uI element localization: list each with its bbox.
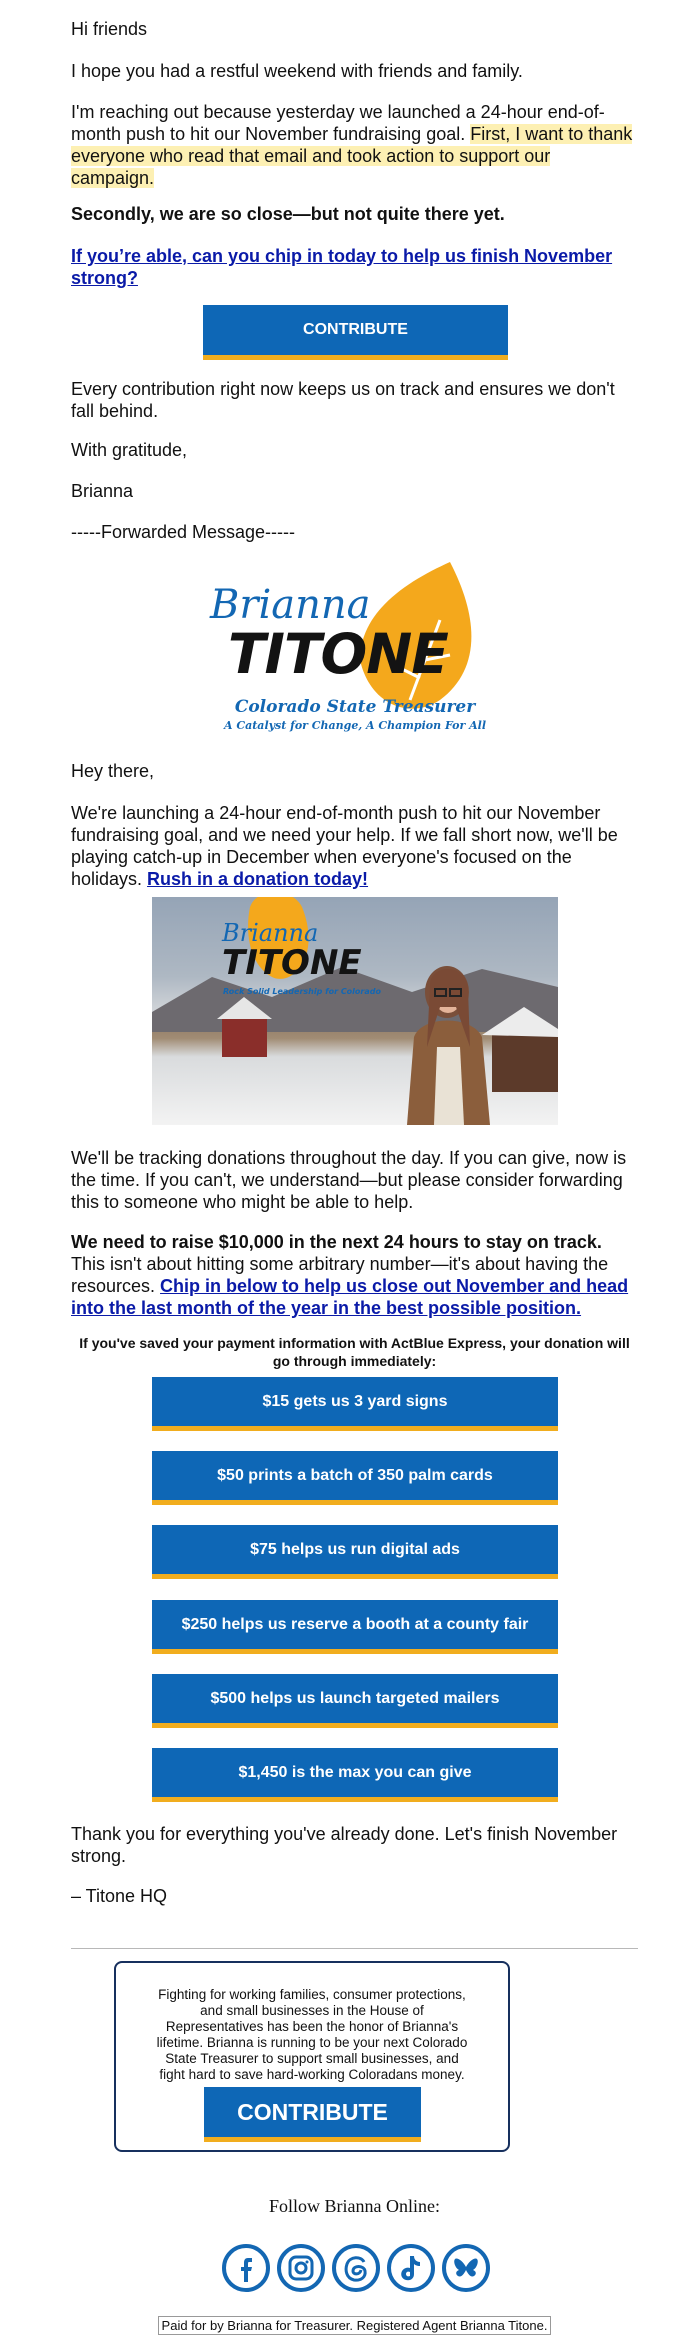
paragraph-launch	[71, 101, 638, 189]
threads-icon[interactable]	[332, 2244, 380, 2292]
social-links	[222, 2244, 488, 2298]
contribute-button[interactable]: CONTRIBUTE	[203, 305, 508, 360]
campaign-photo	[152, 897, 558, 1125]
logo-script-name: Brianna	[210, 582, 371, 628]
campaign-logo	[210, 560, 500, 740]
footer-bio: Fighting for working families, consumer protections, and small businesses in the House of Representatives has been the honor of Brianna's lifetime. Brianna is running to be your next Colorado State Treasurer to support small businesses, and fight hard to save hard-working Coloradans money.	[156, 1987, 468, 2082]
disclaimer-text: Paid for by Brianna for Treasurer. Registered Agent Brianna Titone.	[158, 2316, 552, 2335]
fwd-paragraph-launch	[71, 802, 638, 890]
signature: Brianna	[71, 481, 134, 501]
logo-name: TITONE	[228, 622, 448, 686]
follow-heading: Follow Brianna Online:	[269, 2196, 440, 2216]
footer-box	[114, 1961, 510, 2152]
photo-name: TITONE	[222, 943, 362, 983]
photo-tagline: Rock Solid Leadership for Colorado	[223, 987, 381, 996]
fwd-paragraph-tracking: We'll be tracking donations throughout the day. If you can give, now is the time. If you can't, we understand—but please consider forwarding this to someone who might be able to help.	[71, 1148, 627, 1212]
fwd-launch-text: We're launching a 24-hour end-of-month push to hit our November fundraising goal, and we need your help. If we fall short now, we'll be playing catch-up in December when everyone's focused on the holidays.	[71, 803, 618, 889]
facebook-icon[interactable]	[222, 2244, 270, 2292]
paragraph-weekend: I hope you had a restful weekend with friends and family.	[71, 61, 523, 81]
donate-amount-button[interactable]: $50 prints a batch of 350 palm cards	[152, 1451, 558, 1505]
paragraph-contribution: Every contribution right now keeps us on track and ensures we don't fall behind.	[71, 379, 615, 421]
greeting: Hi friends	[71, 19, 148, 39]
paid-for-disclaimer	[71, 2316, 638, 2335]
launch-text: I'm reaching out because yesterday we launched a 24-hour end-of-month push to hit our November fundraising goal.	[71, 102, 605, 144]
signoff: With gratitude,	[71, 440, 188, 460]
fwd-paragraph-goal	[71, 1231, 638, 1319]
donate-amount-button[interactable]: $500 helps us launch targeted mailers	[152, 1674, 558, 1728]
bluesky-icon[interactable]	[442, 2244, 490, 2292]
tiktok-icon[interactable]	[387, 2244, 435, 2292]
donate-amount-button[interactable]: $75 helps us run digital ads	[152, 1525, 558, 1579]
fwd-signature: – Titone HQ	[71, 1886, 168, 1906]
ask-paragraph	[71, 245, 638, 289]
chip-in-link[interactable]: If you’re able, can you chip in today to help us finish November strong?	[71, 246, 613, 288]
forwarded-divider: -----Forwarded Message-----	[71, 522, 296, 542]
logo-tagline: A Catalyst for Change, A Champion For All	[223, 719, 487, 732]
highlighted-thanks: First, I want to thank everyone who read that email and took action to support our campaign.	[71, 124, 633, 188]
express-note: If you've saved your payment information with ActBlue Express, your donation will go through immediately:	[79, 1335, 630, 1369]
fwd-greeting: Hey there,	[71, 761, 155, 781]
paragraph-close: Secondly, we are so close—but not quite there yet.	[71, 204, 505, 224]
donate-amount-button[interactable]: $15 gets us 3 yard signs	[152, 1377, 558, 1431]
donate-amount-button[interactable]: $1,450 is the max you can give	[152, 1748, 558, 1802]
logo-office: Colorado State Treasurer	[234, 697, 476, 717]
chip-in-below-link[interactable]: Chip in below to help us close out November and head into the last month of the year in the best possible position.	[71, 1276, 629, 1318]
footer-divider	[71, 1948, 638, 1949]
fwd-paragraph-thanks: Thank you for everything you've already done. Let's finish November strong.	[71, 1824, 618, 1866]
rush-donation-link[interactable]: Rush in a donation today!	[147, 869, 369, 889]
goal-bold: We need to raise $10,000 in the next 24 hours to stay on track.	[71, 1232, 602, 1252]
photo-script-name: Brianna	[222, 919, 319, 947]
goal-text: This isn't about hitting some arbitrary number—it's about having the resources.	[71, 1254, 609, 1296]
instagram-icon[interactable]	[277, 2244, 325, 2292]
donate-amount-button[interactable]: $250 helps us reserve a booth at a county fair	[152, 1600, 558, 1654]
photo-scene	[152, 897, 558, 1125]
footer-contribute-button[interactable]: CONTRIBUTE	[204, 2087, 421, 2142]
